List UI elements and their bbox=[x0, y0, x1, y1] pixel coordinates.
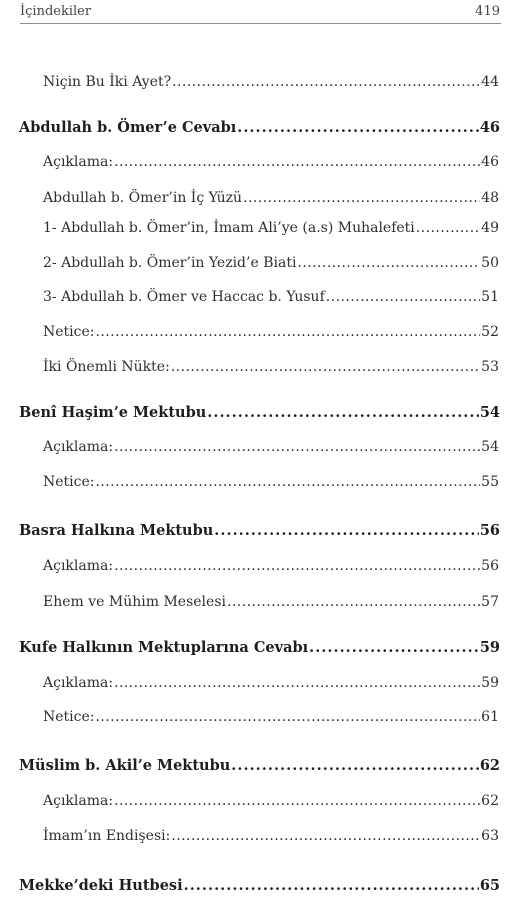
toc-entry-page: 59 bbox=[481, 675, 499, 691]
toc-entry-title: 2- Abdullah b. Ömer’in Yezid’e Biati bbox=[43, 255, 297, 271]
running-header bbox=[20, 3, 501, 24]
dot-leader bbox=[309, 638, 479, 658]
dot-leader bbox=[326, 287, 480, 307]
toc-entry[interactable] bbox=[43, 287, 499, 307]
running-header-page-number: 419 bbox=[475, 4, 500, 19]
toc-entry-page: 50 bbox=[481, 255, 499, 271]
dot-leader bbox=[297, 253, 480, 273]
dot-leader bbox=[95, 322, 480, 342]
dot-leader bbox=[243, 188, 480, 208]
toc-entry-page: 57 bbox=[481, 594, 499, 610]
toc-section-page: 46 bbox=[479, 119, 500, 136]
toc-entry-page: 56 bbox=[481, 558, 499, 574]
toc-entry-page: 52 bbox=[481, 324, 499, 340]
toc-entry-title: 1- Abdullah b. Ömer’in, İmam Ali’ye (a.s) Muhalefeti bbox=[43, 220, 415, 236]
dot-leader bbox=[207, 403, 479, 423]
toc-entry[interactable] bbox=[43, 188, 499, 208]
toc-entry-title: 3- Abdullah b. Ömer ve Haccac b. Yusuf bbox=[43, 289, 325, 305]
toc-entry-title: Netice: bbox=[43, 709, 95, 725]
toc-entry-page: 44 bbox=[481, 74, 499, 90]
dot-leader bbox=[95, 472, 480, 492]
toc-section[interactable] bbox=[19, 638, 500, 658]
toc-entry-title: İki Önemli Nükte: bbox=[43, 359, 170, 375]
toc-entry[interactable] bbox=[43, 673, 499, 693]
dot-leader bbox=[114, 556, 480, 576]
toc-section-page: 54 bbox=[479, 404, 500, 421]
dot-leader bbox=[184, 876, 479, 896]
toc-entry-page: 61 bbox=[481, 709, 499, 725]
toc-section-title: Mekke’deki Hutbesi bbox=[19, 877, 183, 894]
toc-entry[interactable] bbox=[43, 72, 499, 92]
toc-section[interactable] bbox=[19, 403, 500, 423]
dot-leader bbox=[114, 152, 480, 172]
toc-entry[interactable] bbox=[43, 357, 499, 377]
toc-entry-title: İmam’ın Endişesi: bbox=[43, 828, 171, 844]
dot-leader bbox=[172, 72, 480, 92]
toc-entry-page: 53 bbox=[481, 359, 499, 375]
toc-entry-title: Netice: bbox=[43, 324, 95, 340]
toc-entry[interactable] bbox=[43, 152, 499, 172]
toc-section-page: 59 bbox=[479, 639, 500, 656]
toc-section-title: Basra Halkına Mektubu bbox=[19, 522, 214, 539]
toc-section[interactable] bbox=[19, 521, 500, 541]
toc-entry-page: 63 bbox=[481, 828, 499, 844]
toc-entry-title: Açıklama: bbox=[43, 439, 114, 455]
toc-entry-page: 51 bbox=[481, 289, 499, 305]
dot-leader bbox=[171, 357, 480, 377]
toc-entry-title: Netice: bbox=[43, 474, 95, 490]
toc-entry[interactable] bbox=[43, 472, 499, 492]
toc-entry[interactable] bbox=[43, 791, 499, 811]
toc-entry-page: 46 bbox=[481, 154, 499, 170]
toc-entry[interactable] bbox=[43, 322, 499, 342]
running-header-title: İçindekiler bbox=[20, 4, 92, 19]
dot-leader bbox=[237, 118, 479, 138]
toc-section[interactable] bbox=[19, 756, 500, 776]
toc-section-page: 65 bbox=[479, 877, 500, 894]
toc-entry-title: Abdullah b. Ömer’in İç Yüzü bbox=[43, 190, 243, 206]
toc-entry-title: Açıklama: bbox=[43, 675, 114, 691]
dot-leader bbox=[114, 437, 480, 457]
toc-section[interactable] bbox=[19, 118, 500, 138]
dot-leader bbox=[227, 592, 480, 612]
toc-entry-title: Açıklama: bbox=[43, 793, 114, 809]
toc-entry-page: 49 bbox=[481, 220, 499, 236]
dot-leader bbox=[231, 756, 479, 776]
toc-entry[interactable] bbox=[43, 592, 499, 612]
toc-section-page: 56 bbox=[479, 522, 500, 539]
dot-leader bbox=[114, 673, 480, 693]
dot-leader bbox=[416, 218, 480, 238]
toc-entry-page: 48 bbox=[481, 190, 499, 206]
toc-entry-title: Ehem ve Mühim Meselesi bbox=[43, 594, 226, 610]
toc-entry-title: Açıklama: bbox=[43, 154, 114, 170]
toc-entry[interactable] bbox=[43, 556, 499, 576]
toc-entry-page: 54 bbox=[481, 439, 499, 455]
toc-entry[interactable] bbox=[43, 437, 499, 457]
toc-section-title: Benî Haşim’e Mektubu bbox=[19, 404, 207, 421]
toc-entry-page: 62 bbox=[481, 793, 499, 809]
dot-leader bbox=[214, 521, 479, 541]
toc-entry-page: 55 bbox=[481, 474, 499, 490]
toc-entry[interactable] bbox=[43, 826, 499, 846]
toc-section[interactable] bbox=[19, 876, 500, 896]
toc-entry[interactable] bbox=[43, 218, 499, 238]
toc-entry[interactable] bbox=[43, 707, 499, 727]
toc-section-title: Müslim b. Akil’e Mektubu bbox=[19, 757, 231, 774]
toc-section-title: Abdullah b. Ömer’e Cevabı bbox=[19, 119, 237, 136]
dot-leader bbox=[95, 707, 480, 727]
toc-entry-title: Niçin Bu İki Ayet? bbox=[43, 74, 172, 90]
dot-leader bbox=[114, 791, 480, 811]
toc-entry[interactable] bbox=[43, 253, 499, 273]
toc-section-title: Kufe Halkının Mektuplarına Cevabı bbox=[19, 639, 309, 656]
toc-section-page: 62 bbox=[479, 757, 500, 774]
toc-entry-title: Açıklama: bbox=[43, 558, 114, 574]
dot-leader bbox=[171, 826, 480, 846]
